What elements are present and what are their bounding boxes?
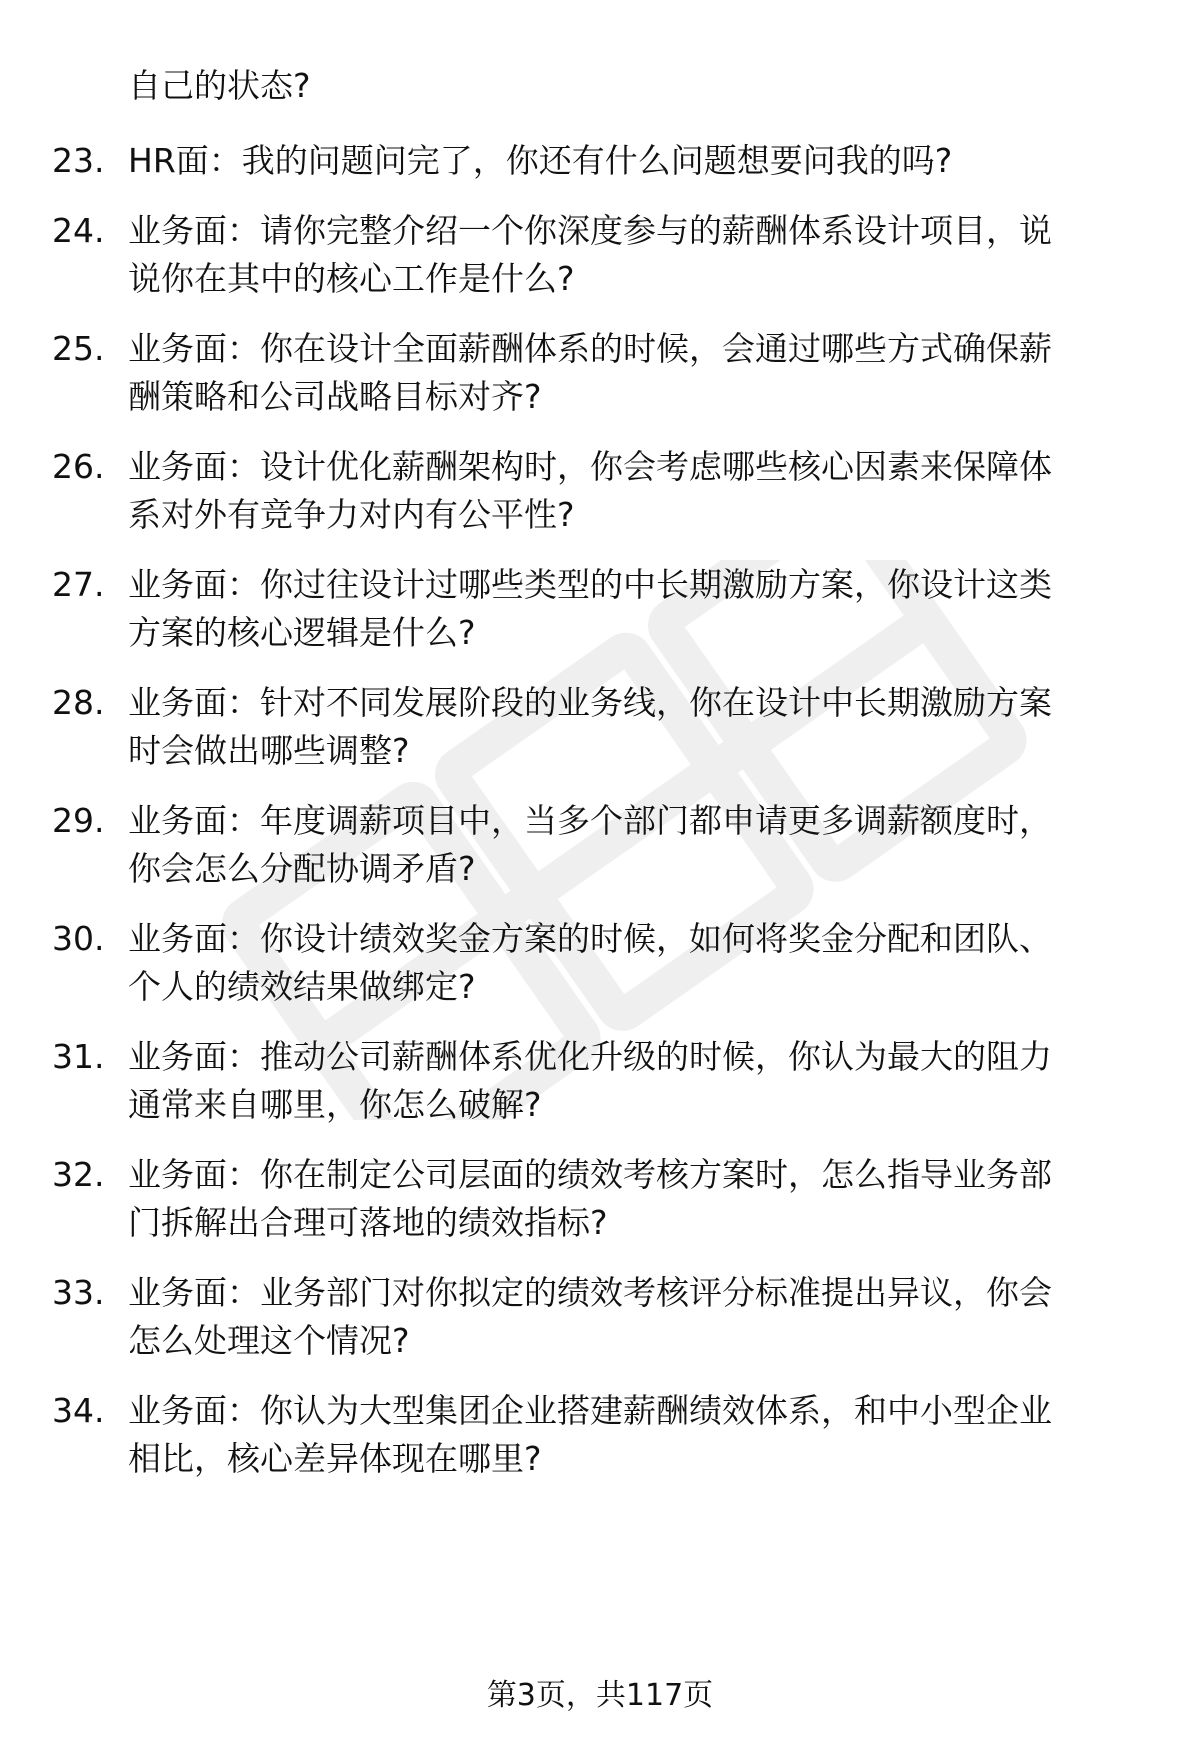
question-number: 24.	[52, 211, 105, 250]
question-number: 33.	[52, 1273, 105, 1312]
question-text-line: 业务面：推动公司薪酬体系优化升级的时候，你认为最大的阻力	[128, 1037, 1052, 1076]
question-text-line: 业务面：你过往设计过哪些类型的中长期激励方案，你设计这类	[128, 565, 1052, 604]
question-text-line: 业务面：你设计绩效奖金方案的时候，如何将奖金分配和团队、	[128, 919, 1052, 958]
page-footer: 第3页，共117页	[486, 1678, 714, 1713]
question-text-line: 门拆解出合理可落地的绩效指标?	[128, 1203, 608, 1242]
question-text-line: 业务面：年度调薪项目中，当多个部门都申请更多调薪额度时，	[128, 801, 1052, 840]
question-text-line: 个人的绩效结果做绑定?	[128, 967, 476, 1006]
question-text-line: 业务面：针对不同发展阶段的业务线，你在设计中长期激励方案	[128, 683, 1052, 722]
continuation-text: 自己的状态?	[128, 66, 311, 105]
question-text-line: 时会做出哪些调整?	[128, 731, 410, 770]
question-number: 32.	[52, 1155, 105, 1194]
question-number: 34.	[52, 1391, 105, 1430]
question-text-line: 业务面：你在制定公司层面的绩效考核方案时，怎么指导业务部	[128, 1155, 1052, 1194]
question-number: 27.	[52, 565, 105, 604]
question-number: 23.	[52, 141, 105, 180]
question-text-line: 业务面：请你完整介绍一个你深度参与的薪酬体系设计项目，说	[128, 211, 1052, 250]
question-text-line: 怎么处理这个情况?	[128, 1321, 410, 1360]
question-text-line: 通常来自哪里，你怎么破解?	[128, 1085, 542, 1124]
question-number: 29.	[52, 801, 105, 840]
question-number: 31.	[52, 1037, 105, 1076]
question-text-line: 酬策略和公司战略目标对齐?	[128, 377, 542, 416]
question-text-line: 说你在其中的核心工作是什么?	[128, 259, 575, 298]
question-text-line: 系对外有竞争力对内有公平性?	[128, 495, 575, 534]
question-text-line: 方案的核心逻辑是什么?	[128, 613, 476, 652]
question-number: 25.	[52, 329, 105, 368]
question-text-line: 业务面：业务部门对你拟定的绩效考核评分标准提出异议，你会	[128, 1273, 1052, 1312]
question-text-line: 业务面：设计优化薪酬架构时，你会考虑哪些核心因素来保障体	[128, 447, 1052, 486]
question-text-line: 业务面：你在设计全面薪酬体系的时候，会通过哪些方式确保薪	[128, 329, 1052, 368]
question-text-line: 相比，核心差异体现在哪里?	[128, 1439, 542, 1478]
question-number: 28.	[52, 683, 105, 722]
question-text-line: HR面：我的问题问完了，你还有什么问题想要问我的吗?	[128, 141, 953, 180]
question-number: 30.	[52, 919, 105, 958]
question-text-line: 业务面：你认为大型集团企业搭建薪酬绩效体系，和中小型企业	[128, 1391, 1052, 1430]
question-text-line: 你会怎么分配协调矛盾?	[128, 849, 476, 888]
question-number: 26.	[52, 447, 105, 486]
